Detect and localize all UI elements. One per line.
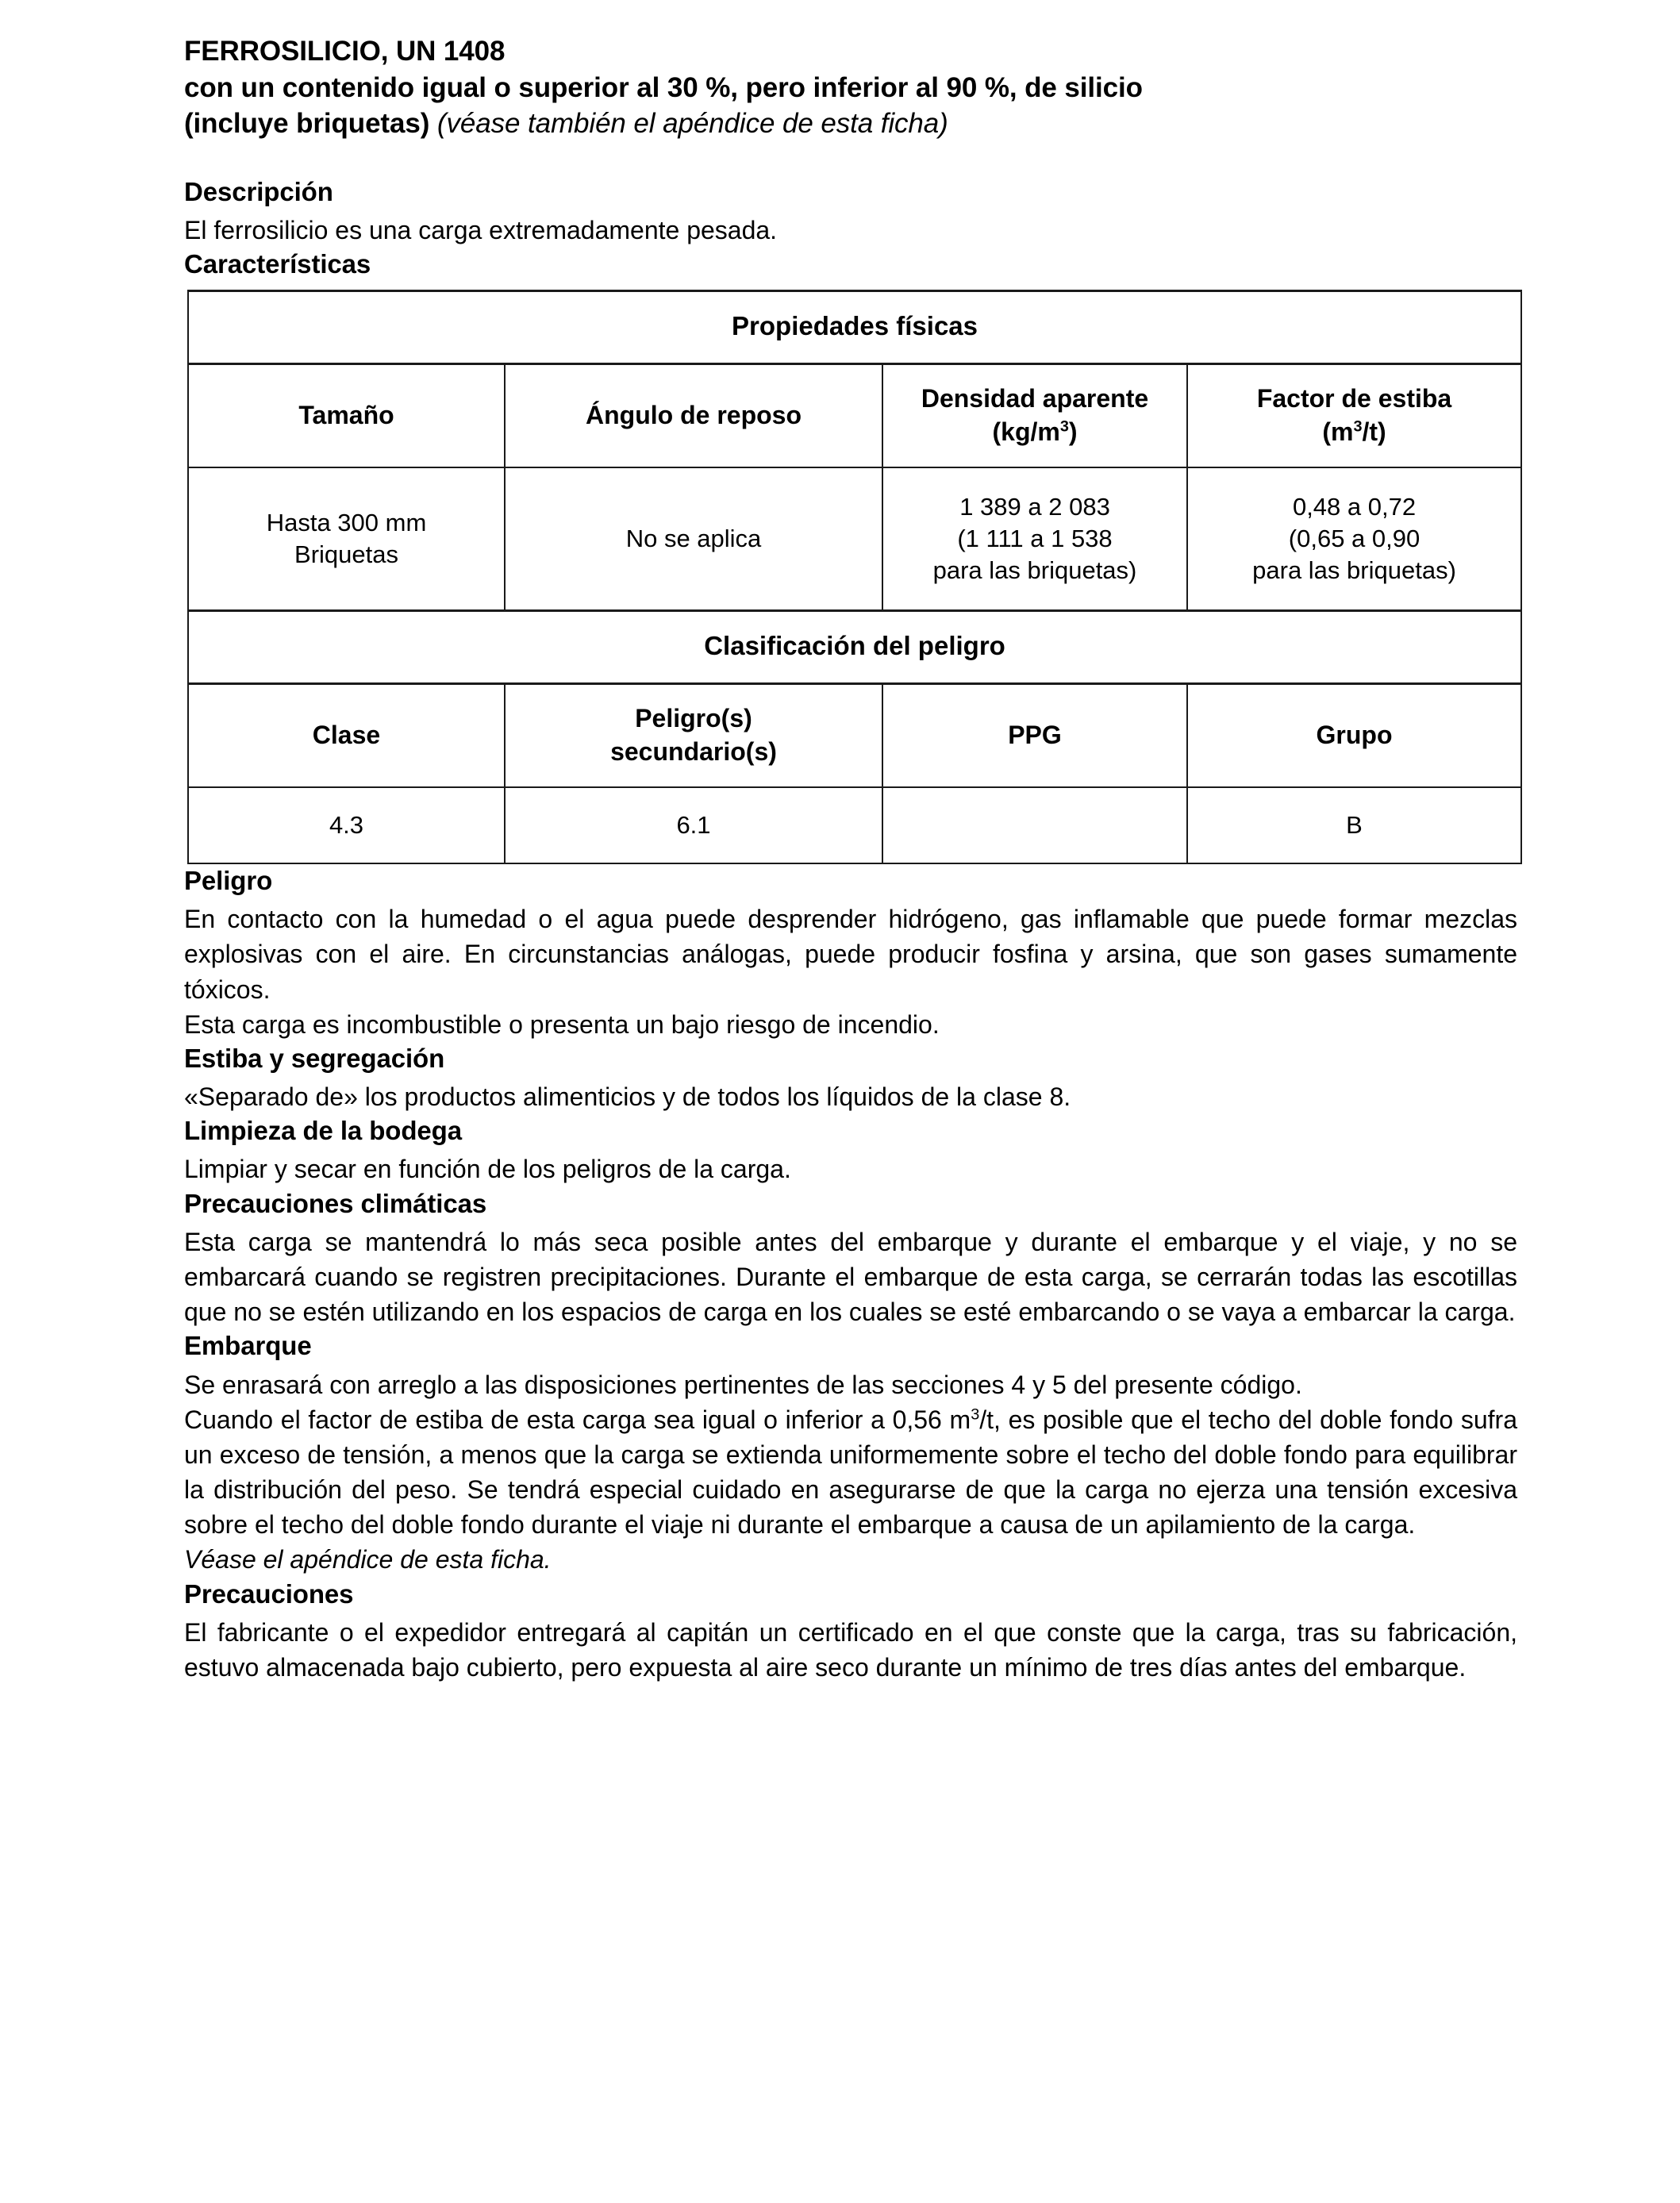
factor-value-line-2: (0,65 a 0,90: [1288, 524, 1421, 552]
densidad-value-line-2: (1 111 a 1 538: [957, 524, 1113, 552]
text-peligro-1: En contacto con la humedad o el agua puede desprender hidrógeno, gas inflamable que puede formar mezclas explosivas con el aire. En circunstancias análogas, puede producir fosfina y arsina, que son gases sumamente tóxicos.: [184, 905, 1517, 1004]
text-descripcion: El ferrosilicio es una carga extremadamente pesada.: [184, 215, 778, 244]
tamano-line-2: Briquetas: [294, 540, 398, 569]
title-line-2: con un contenido igual o superior al 30 %, pero inferior al 90 %, de silicio: [184, 71, 1143, 103]
cell-value-grupo: B: [1187, 787, 1521, 863]
embarque-text-pre: Cuando el factor de estiba de esta carga sea igual o inferior a 0,56 m: [184, 1405, 971, 1434]
characteristics-table: [187, 290, 1522, 864]
table-row-physical-headers: [188, 364, 1521, 468]
title-line-3: [184, 106, 1517, 142]
heading-peligro: Peligro: [184, 865, 273, 895]
text-precauciones: El fabricante o el expedidor entregará al capitán un certificado en el que conste que la carga, tras su fabricación, estuvo almacenada bajo cubierto, pero expuesta al aire seco durante un mínimo de tres días antes del embarque.: [184, 1617, 1517, 1682]
cell-value-tamano: [188, 467, 505, 611]
cell-value-factor: [1187, 467, 1521, 611]
table-row-physical-banner: [188, 291, 1521, 364]
factor-line-2: [1194, 416, 1514, 449]
cell-physical-banner: Propiedades físicas: [188, 291, 1521, 364]
cell-header-clase: Clase: [188, 683, 505, 787]
text-embarque-3: Véase el apéndice de esta ficha.: [184, 1545, 552, 1574]
title-line-1: FERROSILICIO, UN 1408: [184, 36, 506, 67]
cell-value-densidad: [882, 467, 1187, 611]
embarque-sup: 3: [971, 1405, 980, 1424]
densidad-line-1: Densidad aparente: [921, 384, 1149, 413]
cell-header-densidad: [882, 364, 1187, 468]
title-italic-part: (véase también el apéndice de esta ficha): [436, 108, 948, 139]
factor-line-1: Factor de estiba: [1256, 384, 1452, 413]
cell-header-tamano: Tamaño: [188, 364, 505, 468]
table-row-hazard-banner: [188, 611, 1521, 684]
peligro-header-line-2: secundario(s): [610, 736, 777, 766]
cell-header-angulo: Ángulo de reposo: [505, 364, 882, 468]
cell-value-peligro-secundario: 6.1: [505, 787, 882, 863]
text-estiba-segregacion: «Separado de» los productos alimenticios y de todos los líquidos de la clase 8.: [184, 1082, 1071, 1112]
heading-limpieza-bodega: Limpieza de la bodega: [184, 1116, 462, 1146]
cell-value-ppg: [882, 787, 1187, 863]
densidad-unit-pre: (kg/m: [992, 417, 1060, 447]
text-precauciones-climaticas: Esta carga se mantendrá lo más seca posible antes del embarque y durante el embarque y el viaje, y no se embarcará cuando se registren precipitaciones. Durante el embarque de esta carga, se cerrarán todas las escotillas que no se estén utilizando en los espacios de carga en los cuales se esté embarcando o se vaya a embarcar la carga.: [184, 1227, 1517, 1327]
cell-hazard-banner: Clasificación del peligro: [188, 611, 1521, 684]
text-peligro-2: Esta carga es incombustible o presenta un bajo riesgo de incendio.: [184, 1009, 940, 1039]
cell-header-factor: [1187, 364, 1521, 468]
text-limpieza-bodega: Limpiar y secar en función de los peligros de la carga.: [184, 1155, 791, 1184]
densidad-value-line-1: 1 389 a 2 083: [959, 492, 1110, 521]
factor-unit-sup: 3: [1353, 417, 1363, 436]
title-bold-part: (incluye briquetas): [184, 108, 430, 139]
factor-unit-post: /t): [1362, 417, 1386, 447]
table-row-physical-values: [188, 467, 1521, 611]
text-embarque-2: [184, 1402, 1517, 1543]
heading-precauciones: Precauciones: [184, 1578, 354, 1609]
heading-precauciones-climaticas: Precauciones climáticas: [184, 1188, 487, 1218]
cell-header-ppg: PPG: [882, 683, 1187, 787]
cell-value-angulo: No se aplica: [505, 467, 882, 611]
densidad-unit-post: ): [1068, 417, 1078, 447]
factor-value-line-3: para las briquetas): [1252, 556, 1456, 585]
densidad-line-2: [890, 416, 1180, 449]
heading-descripcion: Descripción: [184, 176, 333, 206]
document-title: [184, 33, 1517, 142]
text-embarque-1: Se enrasará con arreglo a las disposiciones pertinentes de las secciones 4 y 5 del presente código.: [184, 1370, 1302, 1399]
peligro-header-line-1: Peligro(s): [635, 704, 752, 733]
table-row-hazard-headers: [188, 683, 1521, 787]
cell-value-clase: 4.3: [188, 787, 505, 863]
heading-embarque: Embarque: [184, 1331, 312, 1361]
factor-unit-pre: (m: [1322, 417, 1354, 447]
heading-estiba-segregacion: Estiba y segregación: [184, 1043, 445, 1073]
factor-value-line-1: 0,48 a 0,72: [1292, 492, 1417, 521]
densidad-value-line-3: para las briquetas): [932, 556, 1137, 585]
embarque-text-post: /t, es posible que el techo del doble fondo sufra un exceso de tensión, a menos que la carga se extienda uniformemente sobre el techo del doble fondo para equilibrar la distribución del peso. Se tendrá especial cuidado en asegurarse de que la carga no ejerza una tensión excesiva sobre el techo del doble fondo durante el viaje ni durante el embarque a causa de un apilamiento de la carga.: [184, 1405, 1518, 1540]
tamano-line-1: Hasta 300 mm: [266, 508, 427, 536]
table-row-hazard-values: [188, 787, 1521, 863]
cell-header-grupo: Grupo: [1187, 683, 1521, 787]
densidad-unit-sup: 3: [1059, 417, 1069, 436]
heading-caracteristicas: Características: [184, 248, 371, 279]
cell-header-peligro-secundario: [505, 683, 882, 787]
